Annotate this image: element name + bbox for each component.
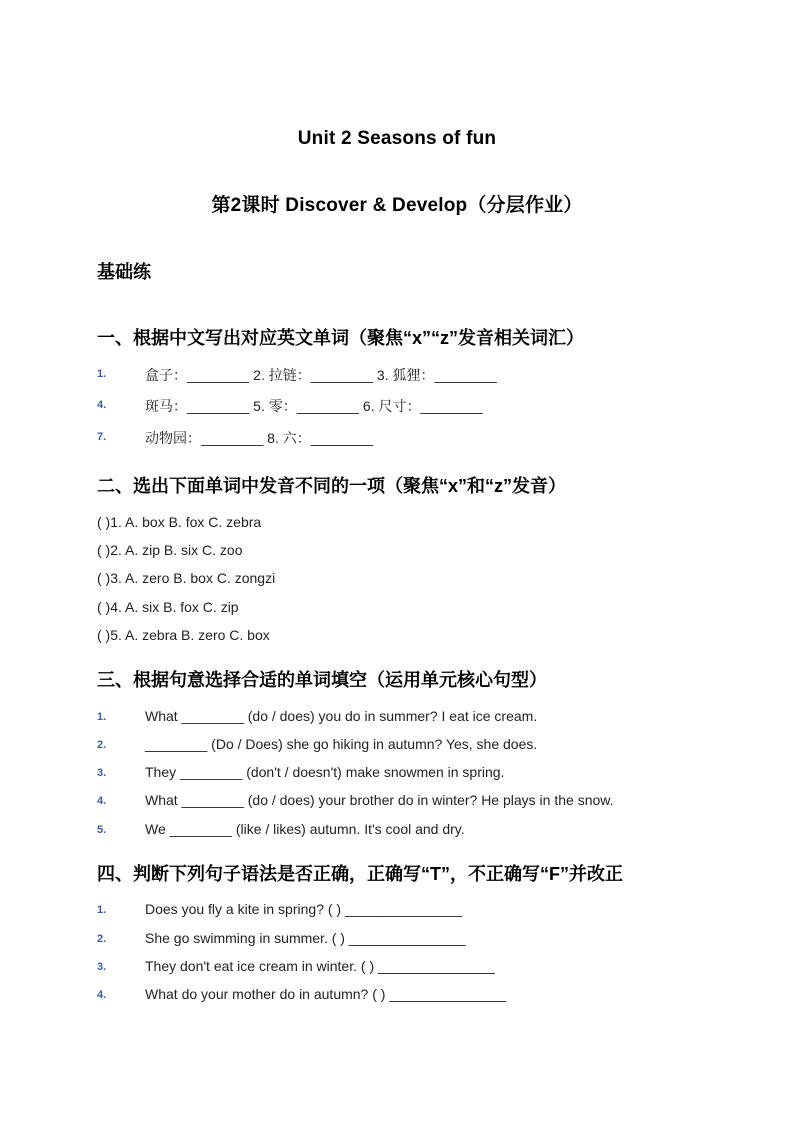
section3-item-number: 5. xyxy=(97,824,107,836)
section1-item-number: 7. xyxy=(97,431,107,443)
section4-item-text: They don't eat ice cream in winter. ( ) _______________ xyxy=(145,958,495,974)
section2-question: ( )4. A. six B. fox C. zip xyxy=(97,599,239,615)
section3-heading: 三、根据句意选择合适的单词填空（运用单元核心句型） xyxy=(97,670,547,690)
section3-item-number: 2. xyxy=(97,739,107,751)
section3-item-number: 3. xyxy=(97,767,107,779)
section3-item-text: They ________ (don't / doesn't) make snowmen in spring. xyxy=(145,764,505,780)
page-subtitle: 第2课时 Discover & Develop（分层作业） xyxy=(211,195,583,216)
section4-item-number: 1. xyxy=(97,904,107,916)
section4-heading: 四、判断下列句子语法是否正确，正确写“T”，不正确写“F”并改正 xyxy=(97,864,623,884)
level-label: 基础练 xyxy=(97,262,151,282)
section4-item-text: What do your mother do in autumn? ( ) _______________ xyxy=(145,986,507,1002)
section4-item-number: 4. xyxy=(97,989,107,1001)
section3-item-number: 1. xyxy=(97,711,107,723)
section4-item-text: She go swimming in summer. ( ) _______________ xyxy=(145,930,466,946)
section3-item-text: What ________ (do / does) your brother do in winter? He plays in the snow. xyxy=(145,792,614,808)
section2-question: ( )1. A. box B. fox C. zebra xyxy=(97,514,262,530)
section1-item-text: 动物园：________ 8. 六：________ xyxy=(145,430,374,446)
section2-question: ( )5. A. zebra B. zero C. box xyxy=(97,627,270,643)
section4-item-number: 3. xyxy=(97,961,107,973)
section4-item-number: 2. xyxy=(97,933,107,945)
section1-item-text: 盒子：________ 2. 拉链：________ 3. 狐狸：________ xyxy=(145,367,497,383)
section1-heading: 一、根据中文写出对应英文单词（聚焦“x”“z”发音相关词汇） xyxy=(97,328,585,348)
section2-question: ( )3. A. zero B. box C. zongzi xyxy=(97,570,276,586)
section3-item-text: What ________ (do / does) you do in summer? I eat ice cream. xyxy=(145,708,538,724)
section3-item-number: 4. xyxy=(97,795,107,807)
section3-item-text: We ________ (like / likes) autumn. It's cool and dry. xyxy=(145,821,465,837)
section2-question: ( )2. A. zip B. six C. zoo xyxy=(97,542,243,558)
page-title: Unit 2 Seasons of fun xyxy=(297,128,497,149)
section1-item-number: 4. xyxy=(97,399,107,411)
section3-item-text: ________ (Do / Does) she go hiking in autumn? Yes, she does. xyxy=(145,736,538,752)
section4-item-text: Does you fly a kite in spring? ( ) _______________ xyxy=(145,901,462,917)
section1-item-number: 1. xyxy=(97,368,107,380)
section2-heading: 二、选出下面单词中发音不同的一项（聚焦“x”和“z”发音） xyxy=(97,476,567,496)
section1-item-text: 斑马：________ 5. 零：________ 6. 尺寸：________ xyxy=(145,398,483,414)
